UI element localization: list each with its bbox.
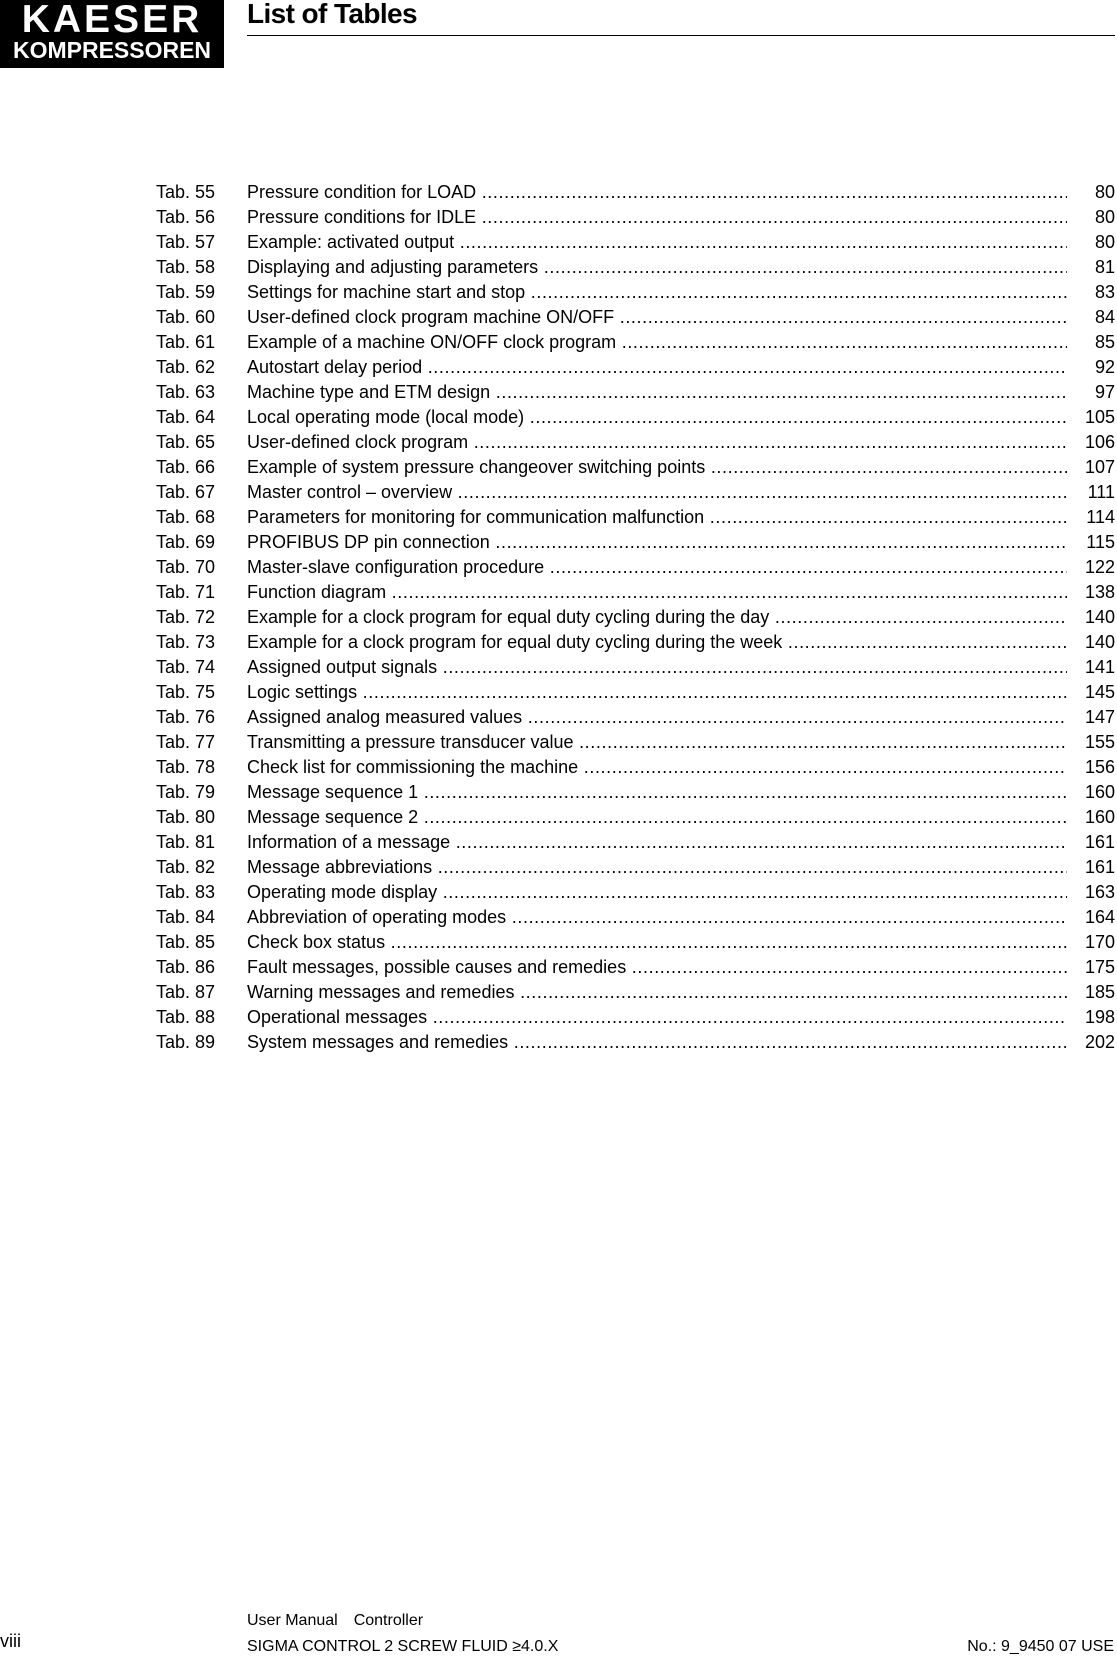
table-number: Tab. 83: [156, 882, 216, 902]
toc-entry[interactable]: [156, 980, 1115, 1005]
table-title-leader: [247, 905, 1067, 930]
table-title-leader: [247, 955, 1067, 980]
table-page-number: 163: [1084, 882, 1115, 902]
table-title-leader: [247, 930, 1067, 955]
table-page-number: 105: [1084, 407, 1115, 427]
table-number: Tab. 85: [156, 932, 216, 952]
table-title-leader: [247, 480, 1067, 505]
toc-entry[interactable]: [156, 905, 1115, 930]
table-page-number: 85: [1094, 332, 1115, 352]
toc-entry[interactable]: [156, 530, 1115, 555]
table-title-leader: [247, 630, 1067, 655]
table-page-number: 83: [1094, 282, 1115, 302]
table-number: Tab. 65: [156, 432, 216, 452]
table-title: Local operating mode (local mode): [247, 407, 525, 427]
table-title-leader: [247, 780, 1067, 805]
table-page-number: 141: [1084, 657, 1115, 677]
table-title: System messages and remedies: [247, 1032, 509, 1052]
table-title: Fault messages, possible causes and remedies: [247, 957, 627, 977]
table-title-leader: [247, 580, 1067, 605]
table-title: PROFIBUS DP pin connection: [247, 532, 490, 552]
table-title: Message sequence 1: [247, 782, 419, 802]
table-page-number: 84: [1094, 307, 1115, 327]
table-title: Assigned analog measured values: [247, 707, 523, 727]
table-page-number: 147: [1084, 707, 1115, 727]
table-title-leader: [247, 430, 1067, 455]
table-number: Tab. 71: [156, 582, 216, 602]
table-list: [156, 180, 1115, 1055]
table-number: Tab. 76: [156, 707, 216, 727]
table-page-number: 198: [1084, 1007, 1115, 1027]
table-page-number: 115: [1086, 532, 1115, 552]
table-number: Tab. 84: [156, 907, 216, 927]
table-title: Parameters for monitoring for communication malfunction: [247, 507, 705, 527]
table-number: Tab. 74: [156, 657, 216, 677]
toc-entry[interactable]: [156, 430, 1115, 455]
table-page-number: 106: [1084, 432, 1115, 452]
toc-entry[interactable]: [156, 580, 1115, 605]
table-number: Tab. 75: [156, 682, 216, 702]
table-page-number: 107: [1084, 457, 1115, 477]
table-number: Tab. 64: [156, 407, 216, 427]
table-page-number: 164: [1084, 907, 1115, 927]
toc-entry[interactable]: [156, 330, 1115, 355]
table-page-number: 138: [1084, 582, 1115, 602]
table-number: Tab. 69: [156, 532, 216, 552]
toc-entry[interactable]: [156, 755, 1115, 780]
footer-doc-number: No.: 9_9450 07 USE: [967, 1638, 1114, 1655]
table-page-number: 161: [1084, 857, 1115, 877]
table-title-leader: [247, 755, 1067, 780]
table-title: Assigned output signals: [247, 657, 438, 677]
logo-line2: KOMPRESSOREN: [12, 37, 212, 63]
table-number: Tab. 86: [156, 957, 216, 977]
table-title-leader: [247, 405, 1067, 430]
table-number: Tab. 57: [156, 232, 216, 252]
table-title-leader: [247, 555, 1067, 580]
table-title-leader: [247, 530, 1067, 555]
table-title: Pressure conditions for IDLE: [247, 207, 477, 227]
table-title: Pressure condition for LOAD: [247, 182, 477, 202]
table-page-number: 170: [1084, 932, 1115, 952]
table-title: User-defined clock program machine ON/OFF: [247, 307, 615, 327]
table-page-number: 160: [1084, 782, 1115, 802]
table-title-leader: [247, 880, 1067, 905]
table-number: Tab. 81: [156, 832, 216, 852]
table-number: Tab. 63: [156, 382, 216, 402]
table-title: Example of system pressure changeover switching points: [247, 457, 706, 477]
toc-entry[interactable]: [156, 205, 1115, 230]
table-page-number: 140: [1084, 632, 1115, 652]
toc-entry[interactable]: [156, 230, 1115, 255]
table-title: Warning messages and remedies: [247, 982, 515, 1002]
table-title-leader: [247, 705, 1067, 730]
table-title: Example of a machine ON/OFF clock program: [247, 332, 617, 352]
kaeser-logo: [0, 0, 224, 68]
table-page-number: 202: [1084, 1032, 1115, 1052]
footer-doc-type: User Manual: [247, 1612, 338, 1629]
logo-line1: KAESER: [21, 0, 203, 41]
toc-entry[interactable]: [156, 955, 1115, 980]
table-page-number: 80: [1094, 207, 1115, 227]
toc-entry[interactable]: [156, 605, 1115, 630]
toc-entry[interactable]: [156, 630, 1115, 655]
table-title-leader: [247, 230, 1067, 255]
table-number: Tab. 88: [156, 1007, 216, 1027]
table-title-leader: [247, 1030, 1067, 1055]
table-title: Abbreviation of operating modes: [247, 907, 507, 927]
table-title-leader: [247, 680, 1067, 705]
table-number: Tab. 78: [156, 757, 216, 777]
table-title-leader: [247, 980, 1067, 1005]
toc-entry[interactable]: [156, 1005, 1115, 1030]
table-number: Tab. 59: [156, 282, 216, 302]
toc-entry[interactable]: [156, 280, 1115, 305]
table-title: Message abbreviations: [247, 857, 433, 877]
table-number: Tab. 56: [156, 207, 216, 227]
toc-entry[interactable]: [156, 1030, 1115, 1055]
table-title-leader: [247, 180, 1067, 205]
title-divider: [247, 35, 1115, 36]
footer-doc-subject: Controller: [353, 1612, 424, 1629]
table-number: Tab. 79: [156, 782, 216, 802]
table-title: Example for a clock program for equal duty cycling during the week: [247, 632, 783, 652]
table-title-leader: [247, 655, 1067, 680]
table-number: Tab. 55: [156, 182, 216, 202]
table-title-leader: [247, 380, 1067, 405]
table-title-leader: [247, 855, 1067, 880]
toc-entry[interactable]: [156, 455, 1115, 480]
table-title: Displaying and adjusting parameters: [247, 257, 539, 277]
table-page-number: 97: [1094, 382, 1115, 402]
table-number: Tab. 60: [156, 307, 216, 327]
table-title-leader: [247, 355, 1067, 380]
table-page-number: 80: [1094, 232, 1115, 252]
table-number: Tab. 67: [156, 482, 216, 502]
table-title-leader: [247, 280, 1067, 305]
table-page-number: 92: [1094, 357, 1115, 377]
toc-entry[interactable]: [156, 555, 1115, 580]
table-page-number: 122: [1084, 557, 1115, 577]
toc-entry[interactable]: [156, 405, 1115, 430]
table-page-number: 155: [1084, 732, 1115, 752]
table-title: Master control – overview: [247, 482, 453, 502]
toc-entry[interactable]: [156, 505, 1115, 530]
table-number: Tab. 77: [156, 732, 216, 752]
table-title: Autostart delay period: [247, 357, 423, 377]
table-page-number: 80: [1094, 182, 1115, 202]
table-number: Tab. 70: [156, 557, 216, 577]
toc-entry[interactable]: [156, 380, 1115, 405]
table-title-leader: [247, 730, 1067, 755]
toc-entry[interactable]: [156, 355, 1115, 380]
toc-entry[interactable]: [156, 855, 1115, 880]
table-number: Tab. 73: [156, 632, 216, 652]
footer-product: SIGMA CONTROL 2 SCREW FLUID ≥4.0.X: [247, 1638, 559, 1655]
table-title: Settings for machine start and stop: [247, 282, 526, 302]
table-title: Machine type and ETM design: [247, 382, 491, 402]
table-page-number: 81: [1094, 257, 1115, 277]
table-title: Function diagram: [247, 582, 387, 602]
table-title-leader: [247, 805, 1067, 830]
table-title-leader: [247, 205, 1067, 230]
table-title: Operating mode display: [247, 882, 438, 902]
toc-entry[interactable]: [156, 830, 1115, 855]
table-page-number: 175: [1084, 957, 1115, 977]
table-title-leader: [247, 505, 1067, 530]
table-title-leader: [247, 330, 1067, 355]
table-title: Information of a message: [247, 832, 451, 852]
table-number: Tab. 82: [156, 857, 216, 877]
table-title-leader: [247, 830, 1067, 855]
table-number: Tab. 66: [156, 457, 216, 477]
table-page-number: 140: [1084, 607, 1115, 627]
table-page-number: 111: [1087, 482, 1115, 502]
table-title: Check list for commissioning the machine: [247, 757, 579, 777]
toc-entry[interactable]: [156, 180, 1115, 205]
toc-entry[interactable]: [156, 805, 1115, 830]
toc-entry[interactable]: [156, 305, 1115, 330]
table-title: User-defined clock program: [247, 432, 469, 452]
toc-entry[interactable]: [156, 655, 1115, 680]
toc-entry[interactable]: [156, 480, 1115, 505]
table-page-number: 161: [1084, 832, 1115, 852]
table-number: Tab. 62: [156, 357, 216, 377]
table-number: Tab. 58: [156, 257, 216, 277]
table-number: Tab. 89: [156, 1032, 216, 1052]
footer-doc-info: [247, 1611, 439, 1631]
table-number: Tab. 87: [156, 982, 216, 1002]
table-page-number: 160: [1084, 807, 1115, 827]
table-title-leader: [247, 605, 1067, 630]
table-number: Tab. 68: [156, 507, 216, 527]
table-title-leader: [247, 1005, 1067, 1030]
table-title: Transmitting a pressure transducer value: [247, 732, 574, 752]
table-page-number: 156: [1084, 757, 1115, 777]
table-title: Check box status: [247, 932, 386, 952]
table-title: Operational messages: [247, 1007, 428, 1027]
table-title: Logic settings: [247, 682, 358, 702]
table-number: Tab. 80: [156, 807, 216, 827]
toc-entry[interactable]: [156, 930, 1115, 955]
toc-entry[interactable]: [156, 255, 1115, 280]
toc-entry[interactable]: [156, 705, 1115, 730]
toc-entry[interactable]: [156, 780, 1115, 805]
page-title: List of Tables: [247, 0, 417, 29]
table-page-number: 114: [1086, 507, 1115, 527]
table-number: Tab. 72: [156, 607, 216, 627]
table-page-number: 145: [1084, 682, 1115, 702]
table-title: Master-slave configuration procedure: [247, 557, 545, 577]
toc-entry[interactable]: [156, 730, 1115, 755]
table-number: Tab. 61: [156, 332, 216, 352]
table-page-number: 185: [1084, 982, 1115, 1002]
table-title-leader: [247, 455, 1067, 480]
page-number: viii: [0, 1631, 21, 1651]
toc-entry[interactable]: [156, 880, 1115, 905]
table-title-leader: [247, 305, 1067, 330]
table-title: Example for a clock program for equal duty cycling during the day: [247, 607, 770, 627]
table-title: Message sequence 2: [247, 807, 419, 827]
toc-entry[interactable]: [156, 680, 1115, 705]
table-title-leader: [247, 255, 1067, 280]
table-title: Example: activated output: [247, 232, 455, 252]
